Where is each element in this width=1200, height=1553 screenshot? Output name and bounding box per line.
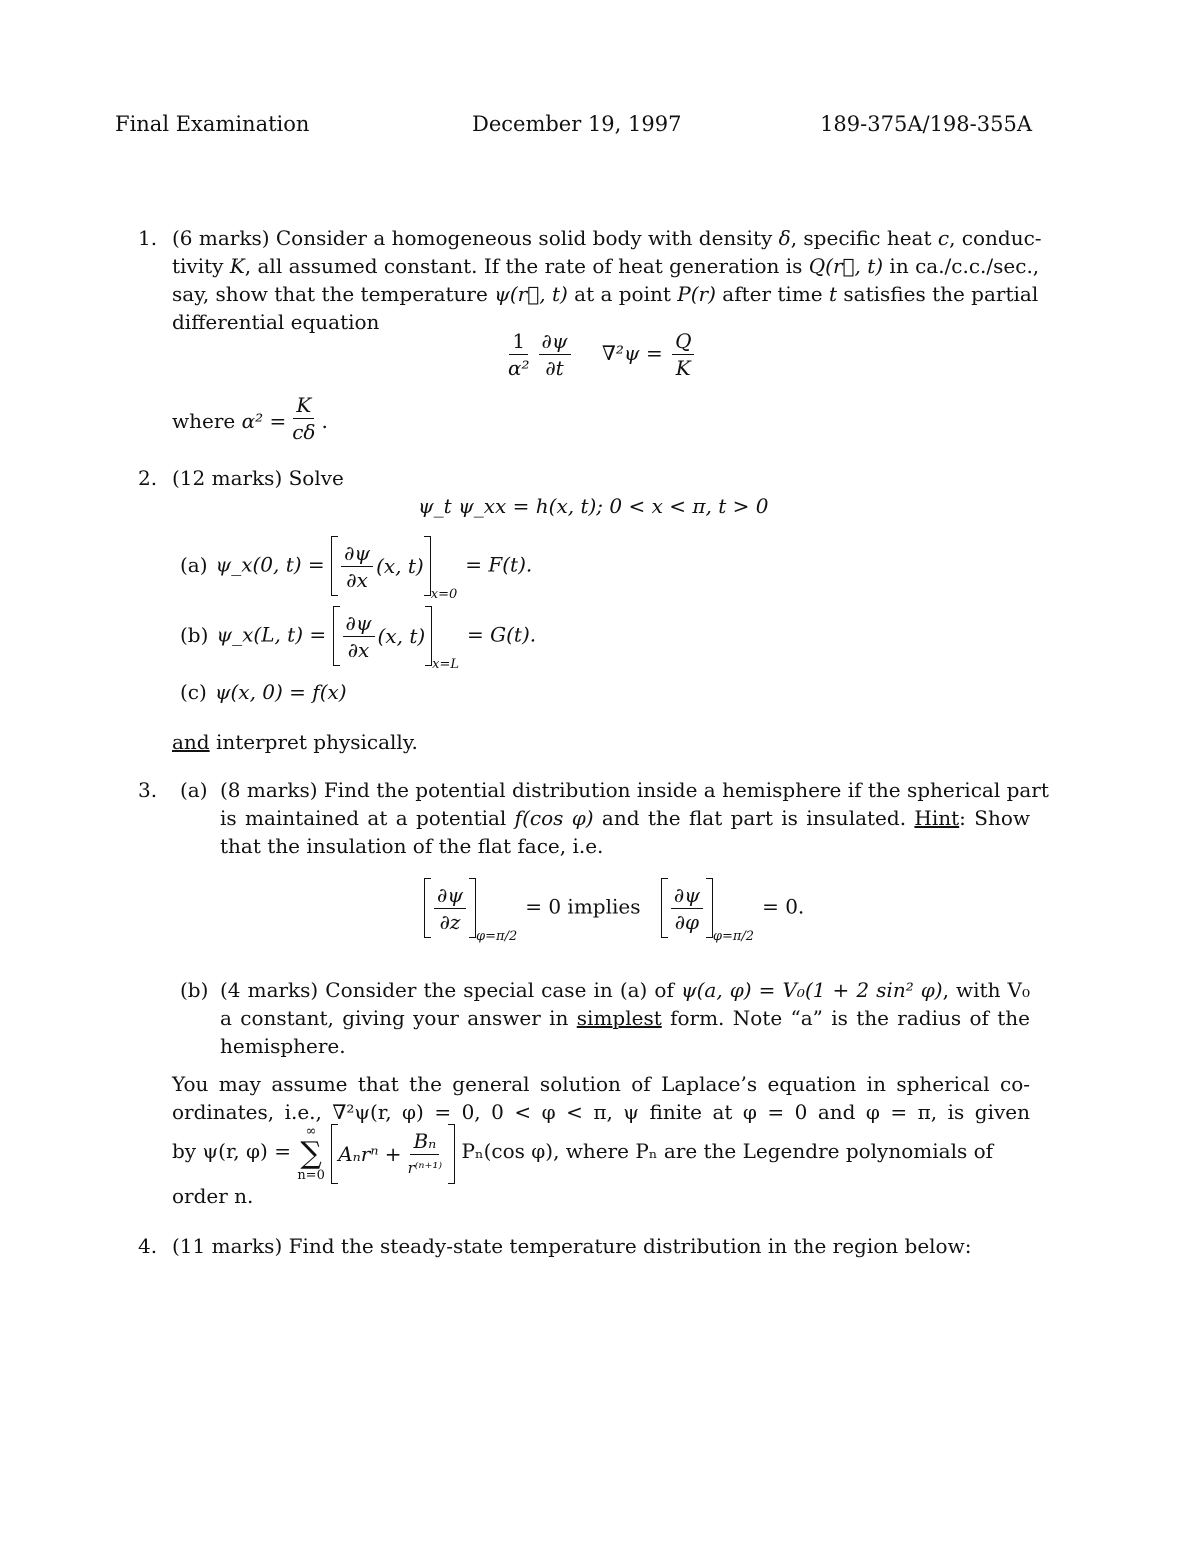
q3-number: 3.	[138, 778, 158, 802]
q3-a-line1: (8 marks) Find the potential distribution inside a hemisphere if the spherical part	[220, 778, 1049, 802]
q1-number: 1.	[138, 226, 158, 250]
summation-symbol: ∞ ∑ n=0	[297, 1124, 325, 1183]
q4-number: 4.	[138, 1234, 158, 1258]
q4-text: (11 marks) Find the steady-state temperature distribution in the region below:	[172, 1234, 972, 1258]
q1-line4: differential equation	[172, 310, 380, 334]
q2-condition-b: (b) ψ_x(L, t) = $\frac{\partial\psi}{\partial x}$ (x, t) $_{x=L}$= G(t).	[180, 606, 536, 666]
q1-where: where α² = $\frac{K}{c\delta}$ .	[172, 393, 328, 444]
q3-note-line3: by ψ(r, φ) = ∞ ∑ n=0 Aₙrⁿ + $\frac{\text{Bₙ}}{\text{r⁽ⁿ⁺¹⁾}}$ Pₙ(cos φ), where Pₙ are the Legendre polynomials of	[172, 1124, 994, 1183]
header-right: 189-375A/198-355A	[820, 112, 1032, 136]
q3-b-line1: (4 marks) Consider the special case in (a) of ψ(a, φ) = V₀(1 + 2 sin² φ), with V₀	[220, 978, 1031, 1002]
q3-b-line3: hemisphere.	[220, 1034, 346, 1058]
q2-pde: ψ_t ψ_xx = h(x, t); 0 < x < π, t > 0	[418, 494, 769, 518]
q3-note-line2: ordinates, i.e., ∇²ψ(r, φ) = 0, 0 < φ < π, ψ finite at φ = 0 and φ = π, is given	[172, 1100, 1030, 1124]
q2-condition-c: (c) ψ(x, 0) = f(x)	[180, 680, 347, 704]
q1-line3: say, show that the temperature ψ(r⃗, t) at a point P(r) after time t satisfies the partial	[172, 282, 1039, 306]
q2-condition-a: (a) ψ_x(0, t) = $\frac{\partial\psi}{\partial x}$ (x, t) $_{x=0}$= F(t).	[180, 536, 532, 596]
q3-insulation-equation: $\frac{\partial\psi}{\partial z}$ $_{\varphi=\pi/2}$= 0 implies $\frac{\partial\psi}{\partial\varphi}$ $_{\varphi=\pi/2}$= 0.	[424, 878, 804, 938]
q3-a-line3: that the insulation of the flat face, i.e.	[220, 834, 604, 858]
q1-heat-equation: $\frac{1}{\text{α²}}$ $\frac{\partial\psi}{\partial t}$ ∇²ψ = $\frac{Q}{K}$	[502, 328, 697, 381]
header-center: December 19, 1997	[472, 112, 682, 136]
q2-closing: and interpret physically.	[172, 730, 418, 754]
q1-line1: (6 marks) Consider a homogeneous solid body with density δ, specific heat c, conduc-	[172, 226, 1042, 250]
q3-a-label: (a)	[180, 778, 208, 802]
q2-number: 2.	[138, 466, 158, 490]
q3-note-line4: order n.	[172, 1184, 254, 1208]
q3-a-line2: is maintained at a potential f(cos φ) and the flat part is insulated. Hint: Show	[220, 806, 1030, 830]
header-left: Final Examination	[115, 112, 310, 136]
q3-b-label: (b)	[180, 978, 209, 1002]
q3-note-line1: You may assume that the general solution of Laplace’s equation in spherical co-	[172, 1072, 1030, 1096]
q2-intro: (12 marks) Solve	[172, 466, 344, 490]
q1-line2: tivity K, all assumed constant. If the rate of heat generation is Q(r⃗, t) in ca./c.c./sec.,	[172, 254, 1040, 278]
q3-b-line2: a constant, giving your answer in simplest form. Note “a” is the radius of the	[220, 1006, 1030, 1030]
